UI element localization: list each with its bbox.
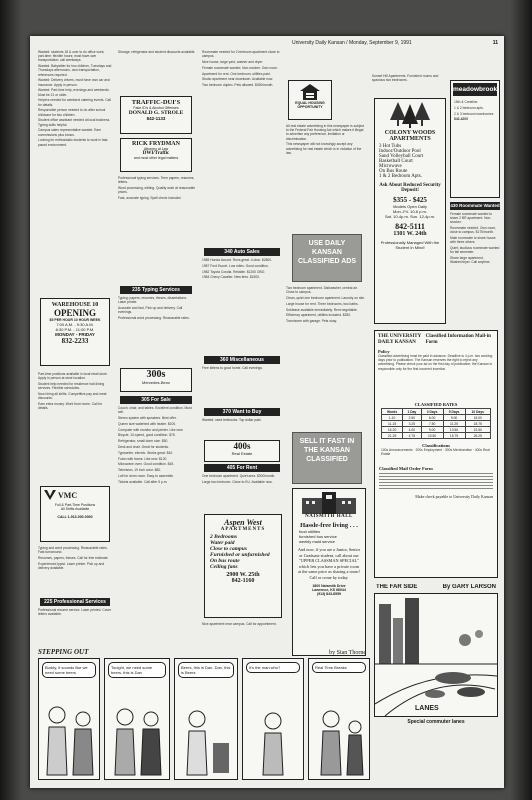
page-header <box>292 38 498 48</box>
sell-it-fast-ad: SELL IT FAST IN THE KANSAN CLASSIFIED <box>292 432 362 484</box>
column-2-typing: Typing: papers, resumes, theses, dissertations. Laser printer. Accurate and fast. Pick up and delivery. Call evenings. Professional word processing. Reasonable rates. <box>118 296 190 320</box>
aspen-feature: Furnished or unfurnished <box>210 552 270 558</box>
classified-form-header <box>375 331 497 349</box>
column-4-top: All real estate advertising in this newspaper is subject to the Federal Fair Housing Act which makes it illegal to advertise any preference, limitation or discrimination. This newspaper will not knowingly accept any advertising for real estate which is in violation of the law. <box>286 124 365 155</box>
vmc-line-2: All Shifts Available <box>60 507 90 511</box>
column-3: Roommate needed for 2 bedroom apartment close to campus. Nice house, large yard, washer and dryer. Female roommate wanted. Non-smoker. Own room. Apartment for rent. One bedroom, utilities paid. Studio apartment near downtown. Available now. Two bedroom duplex. Pets allowed. $450/month. <box>202 50 280 88</box>
colony-hours-3: Sat. 10-4p.m. Sun. 12-4p.m. <box>384 214 436 219</box>
comic-author: by Stan Thorne <box>329 650 366 656</box>
comic-title-row <box>38 644 370 656</box>
aspen-feature: Water paid <box>210 540 235 546</box>
warehouse-hours-2: 8:30 P.M. - 11:00 P.M. <box>55 327 95 332</box>
warehouse-headline: OPENING <box>53 308 96 318</box>
page-number: 11 <box>492 40 498 46</box>
comic-figures <box>177 697 237 777</box>
aspen-address: 2900 W. 25th <box>226 572 260 578</box>
comic-panel-4 <box>242 658 304 780</box>
table-row: 16-20 4.00 9.00 13.50 22.50 <box>382 427 491 433</box>
classifications-label: Classifications <box>422 443 450 448</box>
far-side-panel <box>374 593 498 717</box>
roommate-wanted-heading: 430 Roommate Wanted <box>450 203 500 208</box>
aspen-feature: On bus route <box>210 558 240 564</box>
rick-title: RICK FRYDMAN <box>132 141 180 147</box>
naismith-phone: (913) 843-8559 <box>317 591 341 596</box>
column-1-lower: Part-time positions available in local retail store. Apply in person at store location. Student help needed for residence hall dining services. Flexible schedules. Now hiring all shifts. Competitive pay and meal discounts. Earn extra money. Work from home. Call for details. <box>38 372 108 411</box>
form-line[interactable] <box>379 485 493 486</box>
real-estate-title: 400s <box>233 441 251 451</box>
form-line[interactable] <box>379 473 493 474</box>
far-side-caption: Special commuter lanes <box>407 719 465 725</box>
miscellaneous-heading: 360 Miscellaneous <box>204 356 280 364</box>
svg-text:LANES: LANES <box>415 705 439 712</box>
aspen-feature: Close to campus <box>210 546 247 552</box>
classified-policy-text: Classified advertising must be paid in advance. Deadline is 4 p.m. two working days prior to publication. The Kansan reserves the right to reject any advertising. Please check your ad on the first day of publication; the Kansan is responsible only for the first incorrect insertion. <box>378 354 493 371</box>
column-2-mid: Professional typing services. Term papers, resumes, letters. Word processing, editing. Quality work at reasonable prices. Fast, accurate typing. Spell check included. <box>118 176 196 200</box>
order-form-label: Classified Mail Order Form <box>379 466 433 471</box>
professional-services-heading: 225 Professional Services <box>40 598 110 606</box>
colony-woods-ad <box>374 98 446 324</box>
classified-rates-table <box>381 408 491 439</box>
paper-dateline: University Daily Kansan / Monday, September 9, 1991 <box>292 40 412 46</box>
colony-price: $355 - $425 <box>393 196 427 204</box>
vmc-logo-icon <box>44 490 56 500</box>
warehouse-title: WAREHOUSE 10 <box>51 302 99 308</box>
equal-housing-label: EQUAL HOUSING OPPORTUNITY <box>295 101 325 109</box>
form-line[interactable] <box>379 476 493 477</box>
rick-line-2: DWI/Traffic <box>142 151 170 156</box>
mail-to-text: Make check payable to University Daily Kansan <box>415 494 493 499</box>
traffic-sub: Fake ID's & Alcohol Offenses <box>133 106 179 110</box>
table-row: 11-15 3.25 7.50 11.25 18.75 <box>382 421 491 427</box>
naismith-address-2: Lawrence, KS 66044 <box>312 587 346 592</box>
column-6-roommates: Female roommate wanted to share 2 BR apartment. Non-smoker. Roommate needed. Own room, close to campus. $175/month. Male roommate to share house with three others. Quiet, studious roommate wanted for fall semester. Share large apartment. Washer/dryer. Call anytime. <box>450 212 500 265</box>
comic-panel-3 <box>174 658 238 780</box>
aspen-feature: 2 Bedrooms <box>210 534 238 540</box>
vmc-ad <box>40 486 110 542</box>
table-row: 21-25 4.75 10.50 15.75 26.25 <box>382 433 491 439</box>
form-line[interactable] <box>379 488 493 489</box>
speech-bubble: Buddy, it sounds like we need some beers <box>42 662 96 678</box>
use-daily-kansan-ad: USE DAILY KANSAN CLASSIFIED ADS <box>292 234 362 282</box>
warehouse-pay: $5 PER HOUR 10 HOUR WEEK <box>49 318 101 322</box>
column-3-bottom: Nice apartment near campus. Call for appointment. <box>202 622 277 626</box>
column-3-auto: 1985 Honda Accord. Runs great. 4-door. $2800. 1987 Ford Escort. Low miles. Good condition. 1982 Toyota Corolla. Reliable. $1200 OBO. 1984 Chevy Cavalier. New tires. $1500. <box>202 258 273 280</box>
column-3-rent: One bedroom apartment. Quiet area. $300/month. Large two bedroom. Close to KU. Available now. <box>202 474 276 484</box>
aspen-logo: Aspen West <box>224 518 262 527</box>
column-1-bottom: Professional resume service. Laser printed. Cover letters available. <box>38 608 112 617</box>
classified-rates-heading: CLASSIFIED RATES <box>414 402 458 407</box>
column-1: Wanted: students 18 & over to do office work; part-time; flexible hours; must have own transportation; call weekdays. Wanted: Babysitter for two children, Tuesdays and Thursdays afternoons, own transportation, references required. Wanted: Delivery drivers, must have own car and insurance. Apply in person. Wanted: Part-time help, evenings and weekends. Must be 21 or older. Helpers needed for weekend catering events. Call for details. Responsible person needed to do after school childcare for two children. Student office assistant needed at local business. Typing skills helpful. Campus sales representative wanted. Earn commissions plus bonus. Looking for enthusiastic students to work in fast-paced environment. <box>38 50 112 147</box>
meadowbrook-logo: meadowbrook <box>453 83 497 96</box>
newspaper-page <box>30 36 504 788</box>
form-line[interactable] <box>379 479 493 480</box>
classified-policy-label: Policy <box>378 349 390 354</box>
comic-figures <box>245 697 303 777</box>
classified-form-sub: Classified Information Mail-in Form <box>425 334 491 345</box>
aspen-west-ad <box>204 514 282 618</box>
traffic-phone: 842-1133 <box>146 116 166 121</box>
column-5-top: Sunset Hill Apartments. Furnished rooms and spacious two bedrooms. <box>372 74 439 83</box>
naismith-features: food utilities furnished bus service weekly maid service <box>299 529 337 544</box>
colony-ask: Ask About Reduced Security Deposit! <box>379 183 441 193</box>
want-to-buy-heading: 370 Want to Buy <box>204 408 280 416</box>
real-estate-sub: Real Estate <box>231 451 253 456</box>
colony-hours-1: Models Open Daily <box>393 204 427 209</box>
far-side-author: By GARY LARSON <box>442 584 496 590</box>
colony-hours-2: Mon.-Fri. 10-6 p.m. <box>392 209 427 214</box>
classified-form-title: THE UNIVERSITY DAILY KANSAN <box>378 334 422 345</box>
vmc-line-1: Full & Part-Time Positions <box>54 503 96 507</box>
classified-rates-table-wrap <box>375 407 497 440</box>
column-3-want: Wanted: used textbooks. Top dollar paid. <box>202 418 262 422</box>
far-side-comic <box>374 584 498 734</box>
naismith-headline: Hassle-free living . . . <box>300 522 358 529</box>
classifications-list: 100s Announcements · 200s Employment · 300s Merchandise · 400s Real Estate <box>381 448 490 457</box>
comic-figures <box>311 697 369 777</box>
speech-bubble: Beers, this is Dan. Dan, this is Beers <box>178 662 234 678</box>
column-1-services: Typing and word processing. Reasonable rates. Fast turnaround. Resumes, papers, theses. Call for free estimate. Experienced typist. Laser printer. Pick up and delivery available. <box>38 546 109 570</box>
rick-frydman-ad <box>120 138 192 172</box>
traffic-title: TRAFFIC-DUI'S <box>131 99 181 106</box>
comic-panel-1 <box>38 658 100 780</box>
form-line[interactable] <box>379 482 493 483</box>
typing-services-heading: 235 Typing Services <box>120 286 192 294</box>
mercedes-sub: Mercedes-Benz <box>141 380 170 385</box>
colony-phone: 842-5111 <box>395 222 425 231</box>
naismith-title: NAISMITH HALL <box>305 514 353 519</box>
comic-figures <box>107 697 169 777</box>
mercedes-title: 300s <box>146 369 166 380</box>
far-side-title: THE FAR SIDE <box>376 584 418 590</box>
speech-bubble: It's the man who? <box>246 662 300 673</box>
colony-tagline: Professionally Managed With the Student In Mind! <box>380 240 440 250</box>
classified-mail-in-form <box>374 330 498 578</box>
equal-housing-ad <box>288 80 332 120</box>
table-row: 1-10 2.50 6.00 9.00 15.00 <box>382 415 491 421</box>
naismith-hall-ad <box>292 488 366 656</box>
comic-figures <box>41 697 99 777</box>
warehouse-ad <box>40 298 110 366</box>
comic-panel-2 <box>104 658 170 780</box>
meadowbrook-body: 15th & Crestline 1 & 2 bedroom apts. 2 & 3 bedroom townhomes 842-4200 <box>454 100 494 122</box>
meadowbrook-ad <box>450 80 500 198</box>
column-4-mid: Two bedroom apartment. Dishwasher, central air. Close to campus. Clean, quiet one bedroom apartment. Laundry on site. Large house for rent. Three bedrooms, two baths. Sublease available immediately. Rent negotiable. Efficiency apartment, utilities included. $250. Townhome with garage. Pets okay. <box>286 286 365 324</box>
rick-line-1: Attorney at Law <box>143 147 169 151</box>
order-form-lines <box>375 473 497 489</box>
warehouse-hours-1: 7:00 A.M. - 9:30 A.M. <box>56 322 94 327</box>
colony-address: 1301 W. 24th <box>393 231 427 237</box>
colony-feature-list: 3 Hot Tubs Indoor/Outdoor Pool Sand Volleyball Court Basketball Court Microwave On Bus Route 1 & 2 Bedroom Apts. <box>379 144 424 179</box>
traffic-name: DONALD G. STROLE <box>128 110 184 116</box>
rick-line-3: and most other legal matters <box>133 156 179 160</box>
house-icon <box>300 84 320 100</box>
column-2: Storage, refrigerator and student discounts available. <box>118 50 196 54</box>
warehouse-days: MONDAY - FRIDAY <box>55 332 95 337</box>
traffic-dui-ad <box>120 96 192 134</box>
colony-title: COLONY WOODS APARTMENTS <box>384 130 436 142</box>
comic-title: STEPPING OUT <box>38 648 89 656</box>
speech-bubble: Real Time Breaks <box>312 662 366 673</box>
rates-header-row: Words 1 Day 3 Days 5 Days 10 Days <box>382 409 491 415</box>
aspen-feature-list <box>205 534 281 570</box>
vmc-logo: VMC <box>44 490 106 500</box>
trees-icon <box>390 102 430 128</box>
vmc-phone: CALL 1-913-000-0000 <box>57 515 93 519</box>
speech-bubble: Tonight, we need some beers, this is Dan <box>108 662 166 678</box>
naismith-building-icon <box>302 492 356 514</box>
aspen-apartments: APARTMENTS <box>220 527 266 532</box>
aspen-phone: 842-1160 <box>231 578 255 584</box>
far-side-drawing <box>375 594 497 716</box>
stepping-out-comic <box>38 644 370 782</box>
comic-panel-5 <box>308 658 370 780</box>
real-estate-ad <box>204 440 280 462</box>
auto-sales-heading: 340 Auto Sales <box>204 248 280 256</box>
mercedes-ad <box>120 368 192 392</box>
aspen-feature: Ceiling fans <box>210 564 238 570</box>
far-side-header <box>374 584 498 590</box>
column-3-misc: Free kittens to good home. Call evenings. <box>202 366 263 370</box>
for-sale-heading: 305 For Sale <box>120 396 192 404</box>
warehouse-phone: 832-2233 <box>61 337 89 345</box>
naismith-address-1: 1800 Naismith Drive <box>312 583 346 588</box>
naismith-body: And now, if you are a Junior, Senior or Graduate student, call about our "UPPER CLASSMAN SPECIAL" which lets you have a private room at the same price as sharing a room! Call or come by today. <box>297 547 361 580</box>
for-rent-heading: 405 For Rent <box>204 464 280 472</box>
column-2-for-sale: Couch, chair, and tables. Excellent condition. Must sell. Stereo system with speakers. Best offer. Queen size waterbed with heater. $100. Computer with monitor and printer. Like new. Bicycle, 10-speed, good condition. $75. Refrigerator, small dorm size. $50. Desk and chair. Great for students. Typewriter, electric. Works great. $40. Futon with frame. Like new. $120. Microwave oven. Good condition. $45. Television, 19 inch color. $80. Loft for dorm room. Easy to assemble. Tickets available. Call after 5 p.m. <box>118 406 192 484</box>
